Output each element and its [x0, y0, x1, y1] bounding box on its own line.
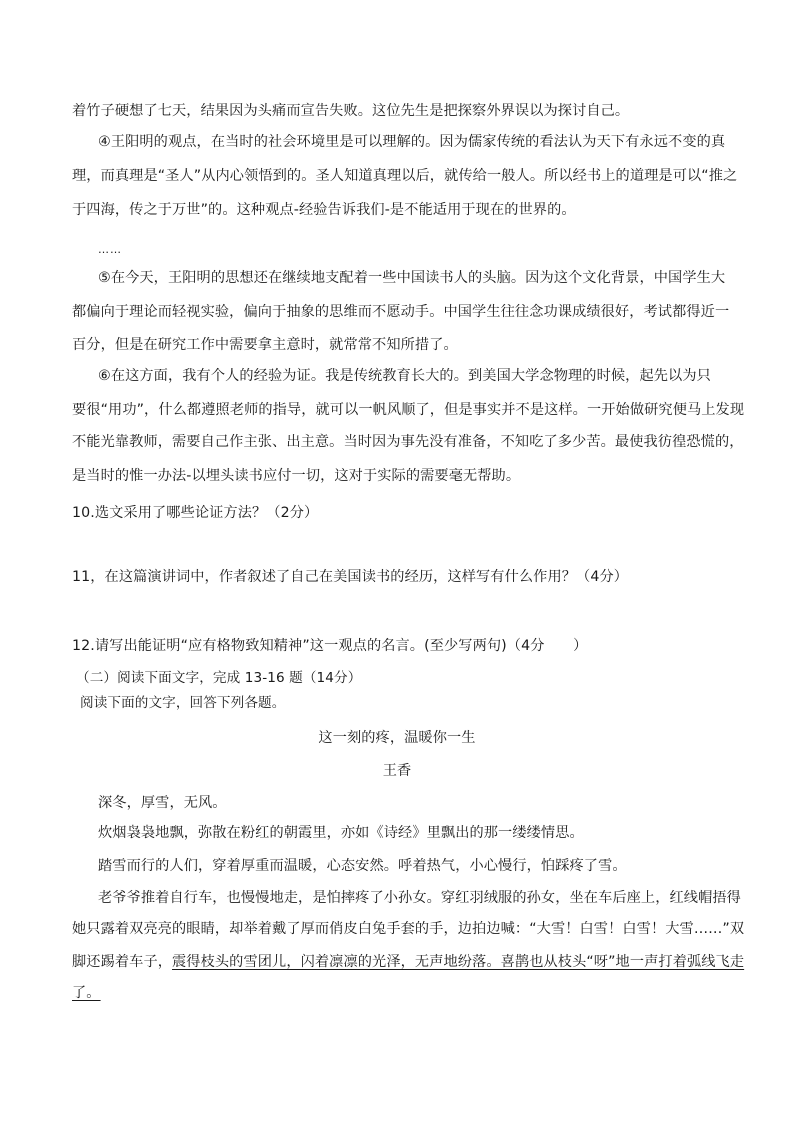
question-12: 12.请写出能证明“应有格物致知精神”这一观点的名言。(至少写两句)（4分 ） [72, 638, 588, 654]
paragraph-6-start: ⑥在这方面，我有个人的经验为证。我是传统教育长大的。到美国大学念物理的时候，起先以为只 [98, 368, 711, 384]
section-2-header: （二）阅读下面文字，完成 13-16 题（14分） [76, 670, 362, 686]
article-line [72, 983, 732, 1003]
ellipsis: …… [98, 243, 122, 256]
article-paragraph-1: 深冬，厚雪，无风。 [98, 795, 227, 811]
question-10: 10.选文采用了哪些论证方法？（2分） [72, 505, 319, 521]
paragraph-5-start: ⑤在今天，王阳明的思想还在继续地支配着一些中国读书人的头脑。因为这个文化背景，中国学生大 [98, 270, 726, 286]
underlined-sentence-end: 了。 [72, 985, 101, 1001]
article-title: 这一刻的疼，温暖你一生 [318, 730, 476, 746]
question-11: 11，在这篇演讲词中，作者叙述了自己在美国读书的经历，这样写有什么作用？（4分） [72, 569, 629, 585]
plain-text: 脚还踢着车子， [72, 954, 173, 970]
passage-line: 要很“用功”，什么都遵照老师的指导，就可以一帆风顺了，但是事实并不是这样。一开始做研究便马上发现 [72, 402, 745, 418]
article-paragraph-2: 炊烟袅袅地飘，弥散在粉红的朝霞里，亦如《诗经》里飘出的那一缕缕情思。 [98, 825, 584, 841]
article-line [72, 952, 745, 972]
underlined-sentence: 震得枝头的雪团儿，闪着凛凛的光泽，无声地纷落。喜鹊也从枝头“呀”地一声打着弧线飞走 [172, 954, 745, 970]
paragraph-4-start: ④王阳明的观点，在当时的社会环境里是可以理解的。因为儒家传统的看法认为天下有永远不变的真 [98, 134, 726, 150]
article-author: 王香 [382, 763, 412, 779]
section-2-instruction: 阅读下面的文字，回答下列各题。 [80, 695, 286, 711]
passage-line: 着竹子硬想了七天，结果因为头痛而宣告失败。这位先生是把探察外界误以为探讨自己。 [72, 103, 630, 119]
passage-line: 百分，但是在研究工作中需要拿主意时，就常常不知所措了。 [72, 337, 458, 353]
passage-line: 是当时的惟一办法-以埋头读书应付一切，这对于实际的需要毫无帮助。 [72, 468, 521, 484]
article-paragraph-3: 踏雪而行的人们，穿着厚重而温暖，心态安然。呼着热气，小心慢行，怕踩疼了雪。 [98, 858, 627, 874]
article-paragraph-4-start: 老爷爷推着自行车，也慢慢地走，是怕摔疼了小孙女。穿红羽绒服的孙女，坐在车后座上，红线帽捂得 [98, 890, 741, 906]
article-line: 她只露着双亮亮的眼睛，却举着戴了厚而俏皮白兔手套的手，边拍边喊：“大雪！白雪！白雪！大雪……”双 [72, 921, 745, 937]
passage-line: 理，而真理是“圣人”从内心领悟到的。圣人知道真理以后，就传给一般人。所以经书上的道理是可以“推之 [72, 168, 738, 184]
passage-line: 于四海，传之于万世”的。这种观点-经验告诉我们-是不能适用于现在的世界的。 [72, 202, 576, 218]
passage-line: 都偏向于理论而轻视实验，偏向于抽象的思维而不愿动手。中国学生往往念功课成绩很好，考试都得近一 [72, 304, 730, 320]
passage-line: 不能光靠教师，需要自己作主张、出主意。当时因为事先没有准备，不知吃了多少苦。最使我彷徨恐慌的， [72, 434, 744, 450]
